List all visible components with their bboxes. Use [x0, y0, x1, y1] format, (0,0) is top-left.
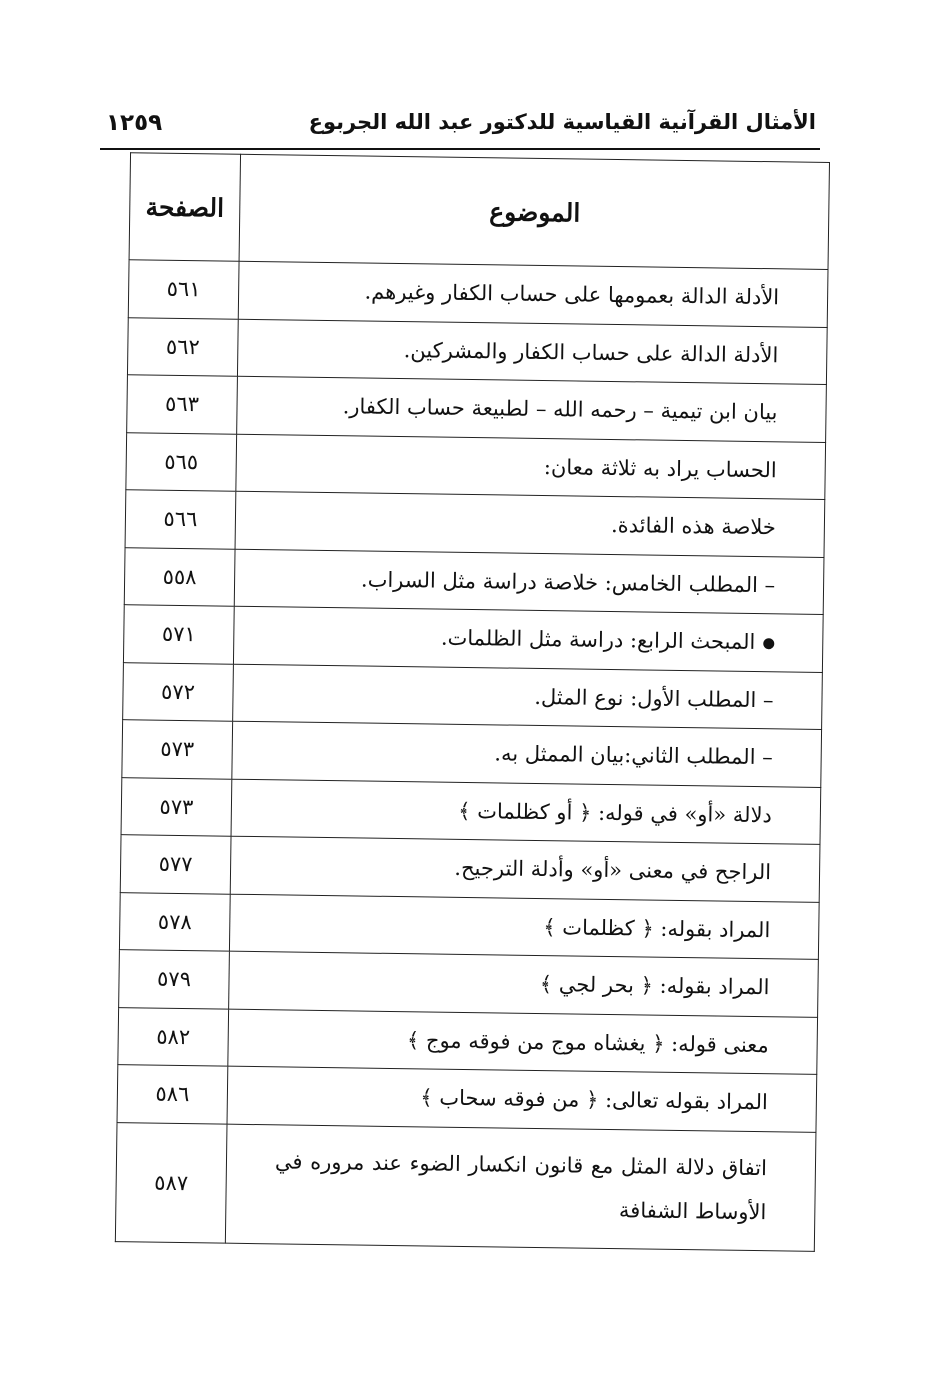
table-row	[117, 1065, 817, 1132]
row-subject: الأدلة الدالة بعمومها على حساب الكفار وغيرهم.	[238, 261, 828, 327]
table-header-row	[129, 153, 829, 270]
table-row	[125, 490, 825, 557]
row-page: ٥٨٧	[115, 1122, 227, 1243]
table-row	[121, 777, 821, 844]
row-subject-bulleted	[233, 606, 823, 672]
table-row	[119, 950, 819, 1017]
table-row	[119, 892, 819, 959]
table-row	[127, 375, 827, 442]
row-subject: الحساب يراد به ثلاثة معان:	[236, 434, 826, 500]
book-title: الأمثال القرآنية القياسية للدكتور عبد الله الجربوع	[308, 110, 816, 134]
table-row	[122, 720, 822, 787]
row-page: ٥٨٢	[118, 1007, 229, 1066]
row-subject: – المطلب الخامس: خلاصة دراسة مثل السراب.	[234, 549, 824, 615]
table-row	[115, 1122, 816, 1251]
row-subject: الأدلة الدالة على حساب الكفار والمشركين.	[237, 319, 827, 385]
row-subject: الراجح في معنى «أو» وأدلة الترجيح.	[230, 836, 820, 902]
contents-table	[115, 152, 830, 1251]
row-page: ٥٥٨	[124, 547, 235, 606]
table-row	[118, 1007, 818, 1074]
row-page: ٥٦١	[128, 260, 239, 319]
row-subject: المراد بقوله: ﴿ بحر لجي ﴾	[229, 951, 819, 1017]
row-page: ٥٦٥	[126, 432, 237, 491]
row-subject-text: المبحث الرابع: دراسة مثل الظلمات.	[440, 625, 756, 655]
table-row	[123, 605, 823, 672]
row-page: ٥٧٣	[122, 720, 233, 779]
row-subject: – المطلب الأول: نوع المثل.	[233, 664, 823, 730]
table-row	[120, 835, 820, 902]
row-page: ٥٧٨	[119, 892, 230, 951]
page-column-header: الصفحة	[129, 153, 240, 262]
row-subject: خلاصة هذه الفائدة.	[235, 491, 825, 557]
row-subject: اتفاق دلالة المثل مع قانون انكسار الضوء عند مروره في الأوساط الشفافة	[225, 1124, 816, 1251]
subject-column-header: الموضوع	[239, 154, 829, 269]
row-page: ٥٨٦	[117, 1065, 228, 1124]
table-row	[127, 317, 827, 384]
table-row	[124, 547, 824, 614]
row-subject: دلالة «أو» في قوله: ﴿ أو كظلمات ﴾	[231, 779, 821, 845]
row-page: ٥٦٣	[127, 375, 238, 434]
page-number: ١٢٥٩	[106, 110, 163, 136]
page-header	[100, 104, 820, 150]
row-subject: معنى قوله: ﴿ يغشاه موج من فوقه موج ﴾	[228, 1009, 818, 1075]
row-page: ٥٧٩	[119, 950, 230, 1009]
table-row	[128, 260, 828, 327]
row-page: ٥٦٦	[125, 490, 236, 549]
table-row	[123, 662, 823, 729]
bullet-dot-icon	[763, 638, 774, 649]
row-page: ٥٧٣	[121, 777, 232, 836]
row-subject: المراد بقوله تعالى: ﴿ من فوقه سحاب ﴾	[227, 1066, 817, 1132]
row-subject: بيان ابن تيمية – رحمه الله – لطبيعة حساب الكفار.	[237, 376, 827, 442]
row-subject: – المطلب الثاني:بيان الممثل به.	[232, 721, 822, 787]
row-subject: المراد بقوله: ﴿ كظلمات ﴾	[229, 894, 819, 960]
row-page: ٥٧١	[123, 605, 234, 664]
row-page: ٥٧٢	[123, 662, 234, 721]
row-page: ٥٦٢	[127, 317, 238, 376]
table-row	[126, 432, 826, 499]
row-page: ٥٧٧	[120, 835, 231, 894]
